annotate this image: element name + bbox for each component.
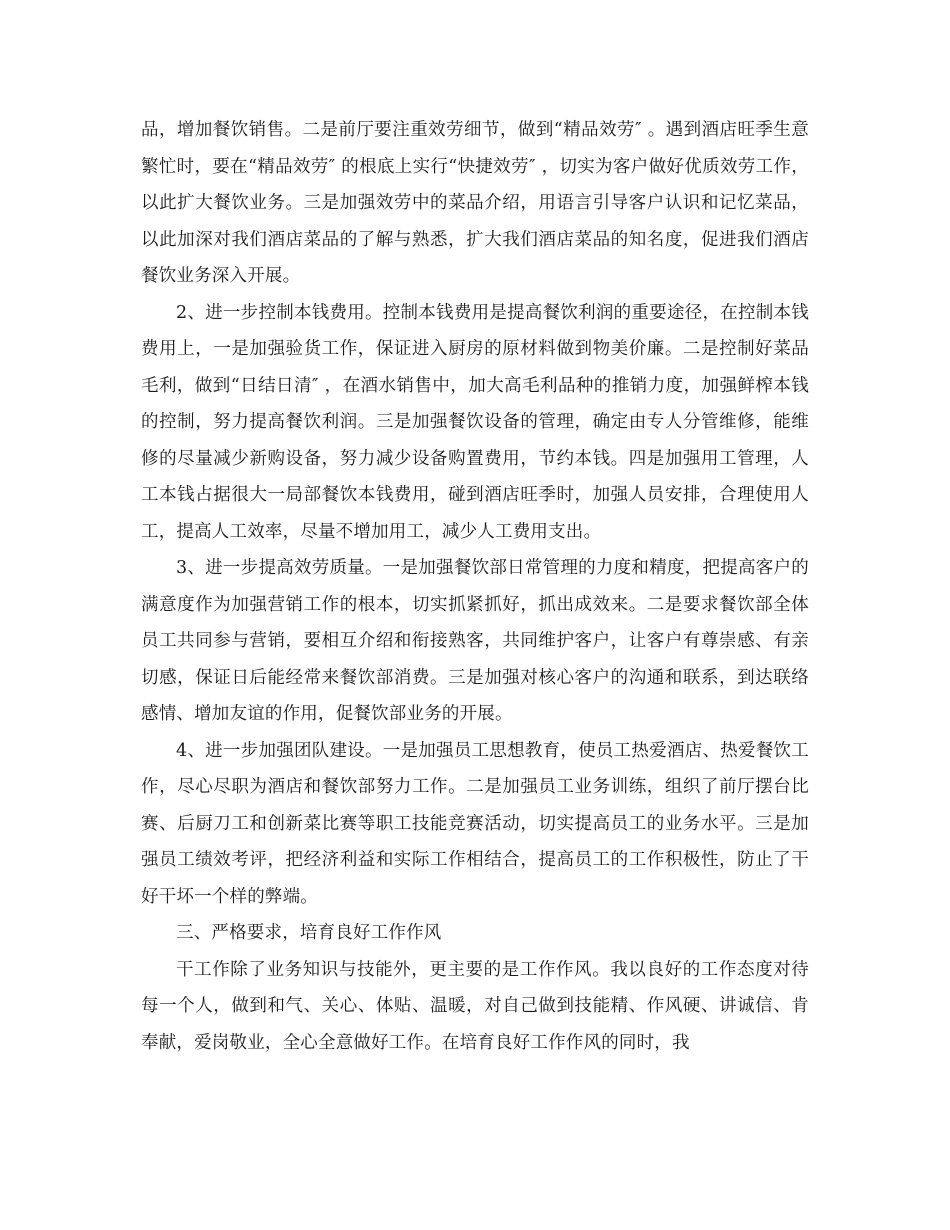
paragraph-service-quality: 3、进一步提高效劳质量。一是加强餐饮部日常管理的力度和精度，把提高客户的满意度作为加强营销工作的根本，切实抓紧抓好，抓出成效来。二是要求餐饮部全体员工共同参与营销，要相互介绍和衔接熟客，共同维护客户，让客户有尊崇感、有亲切感，保证日后能经常来餐饮部消费。三是加强对核心客户的沟通和联系，到达联络感情、增加友谊的作用，促餐饮部业务的开展。	[141, 558, 809, 724]
paragraph-cost-control: 2、进一步控制本钱费用。控制本钱费用是提高餐饮利润的重要途径，在控制本钱费用上，一是加强验货工作，保证进入厨房的原材料做到物美价廉。二是控制好菜品毛利，做到“日结日清″ ，在酒水销售中，加大高毛利品种的推销力度，加强鲜榨本钱的控制，努力提高餐饮利润。三是加强餐饮设备的管理，确定由专人分管维修，能维修的尽量减少新购设备，努力减少设备购置费用，节约本钱。四是加强用工管理，人工本钱占据很大一局部餐饮本钱费用，碰到酒店旺季时，加强人员安排，合理使用人工，提高人工效率，尽量不增加用工，减少人工费用支出。	[141, 302, 809, 542]
paragraph-work-style: 干工作除了业务知识与技能外，更主要的是工作作风。我以良好的工作态度对待每一个人，做到和气、关心、体贴、温暖，对自己做到技能精、作风硬、讲诚信、肯奉献，爱岗敬业，全心全意做好工作。在培育良好工作作风的同时，我	[141, 959, 809, 1053]
document-body	[141, 112, 809, 1061]
paragraph-sales-continuation: 品，增加餐饮销售。二是前厅要注重效劳细节，做到“精品效劳″ 。遇到酒店旺季生意繁忙时，要在“精品效劳″ 的根底上实行“快捷效劳″ ，切实为客户做好优质效劳工作，以此扩大餐饮业务。三是加强效劳中的菜品介绍，用语言引导客户认识和记忆菜品，以此加深对我们酒店菜品的了解与熟悉，扩大我们酒店菜品的知名度，促进我们酒店餐饮业务深入开展。	[141, 120, 809, 286]
paragraph-team-building: 4、进一步加强团队建设。一是加强员工思想教育，使员工热爱酒店、热爱餐饮工作，尽心尽职为酒店和餐饮部努力工作。二是加强员工业务训练，组织了前厅摆台比赛、后厨刀工和创新菜比赛等职工技能竞赛活动，切实提高员工的业务水平。三是加强员工绩效考评，把经济利益和实际工作相结合，提高员工的工作积极性，防止了干好干坏一个样的弊端。	[141, 740, 809, 907]
section-heading-work-style: 三、严格要求，培育良好工作作风	[176, 923, 442, 943]
